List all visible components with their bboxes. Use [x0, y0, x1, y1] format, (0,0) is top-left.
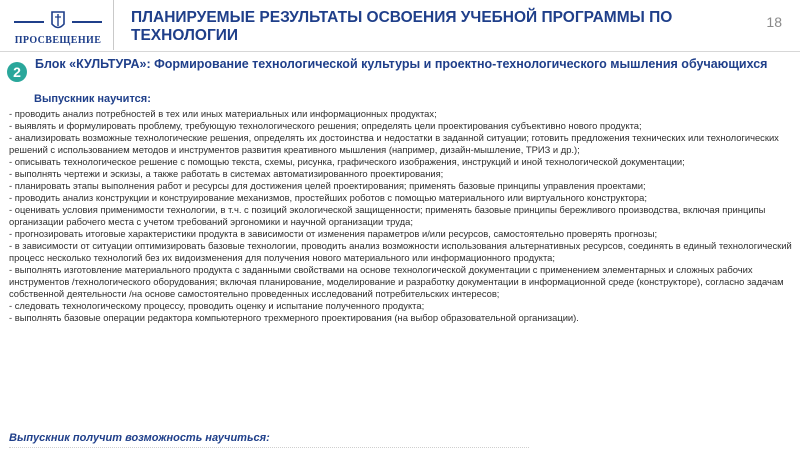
graduate-may-learn-heading: Выпускник получит возможность научиться:: [9, 432, 270, 444]
list-item: - прогнозировать итоговые характеристики продукта в зависимости от изменения параметров и/или ресурсов, самостоятельно проверять прогнозы;: [9, 228, 658, 239]
outcomes-list: [9, 108, 794, 324]
graduate-will-learn-heading: Выпускник научится:: [34, 93, 151, 105]
cut-off-text-divider: [9, 447, 529, 451]
list-item: - проводить анализ конструкции и конструирование механизмов, простейших роботов с помощью материального или виртуального конструктора;: [9, 192, 647, 203]
logo-emblem-icon: [50, 10, 66, 32]
logo-line-left: [14, 21, 44, 23]
list-item: - оценивать условия применимости технологии, в т.ч. с позиций экологической защищенности; применять базовые принципы бережливого производства, включая принципы организации рабочего места с учетом требований эргономики и научной организации труда;: [9, 204, 766, 227]
list-item: - планировать этапы выполнения работ и ресурсы для достижения целей проектирования; применять базовые принципы управления проектами;: [9, 180, 646, 191]
list-item: - описывать технологическое решение с помощью текста, схемы, рисунка, графического изображения, инструкций и иной технологической документации;: [9, 156, 685, 167]
header-divider: [113, 0, 114, 50]
list-item: - выполнять изготовление материального продукта с заданными свойствами на основе технологической документации с применением элементарных и сложных рабочих инструментов /технологического оборудования; включая планирование, моделирование и разработку документации в информационной среде (конструкторе), согласно задачам собственной деятельности /на основе самостоятельно проведенных исследований потребительских интересов;: [9, 264, 784, 299]
block-title: Блок «КУЛЬТУРА»: Формирование технологической культуры и проектно-технологического мышления обучающихся: [35, 57, 768, 71]
list-item: - выполнять базовые операции редактора компьютерного трехмерного проектирования (на выбор образовательной организации).: [9, 312, 579, 323]
prosveshchenie-logo: [14, 10, 102, 46]
list-item: - выполнять чертежи и эскизы, а также работать в системах автоматизированного проектирования;: [9, 168, 444, 179]
list-item: - следовать технологическому процессу, проводить оценку и испытание полученного продукта;: [9, 300, 425, 311]
header-underline: [0, 51, 800, 52]
page-number: 18: [766, 14, 782, 30]
list-item: - проводить анализ потребностей в тех или иных материальных или информационных продуктах;: [9, 108, 437, 119]
brand-name: ПРОСВЕЩЕНИЕ: [14, 35, 102, 46]
block-number-badge: 2: [7, 62, 27, 82]
list-item: - выявлять и формулировать проблему, требующую технологического решения; определять цели проектирования субъективно нового продукта;: [9, 120, 642, 131]
list-item: - анализировать возможные технологические решения, определять их достоинства и недостатки в заданной ситуации; готовить предложения технических или технологических решений с использованием методов и инструментов развития креативного мышления (например, дизайн-мышление, ТРИЗ и др.);: [9, 132, 779, 155]
logo-line-right: [72, 21, 102, 23]
list-item: - в зависимости от ситуации оптимизировать базовые технологии, проводить анализ возможности использования альтернативных ресурсов, соединять в единый технологический процесс несколько технологий без их видоизменения для получения нового материального или информационного продукта;: [9, 240, 792, 263]
slide-title: ПЛАНИРУЕМЫЕ РЕЗУЛЬТАТЫ ОСВОЕНИЯ УЧЕБНОЙ ПРОГРАММЫ ПО ТЕХНОЛОГИИ: [131, 9, 673, 44]
